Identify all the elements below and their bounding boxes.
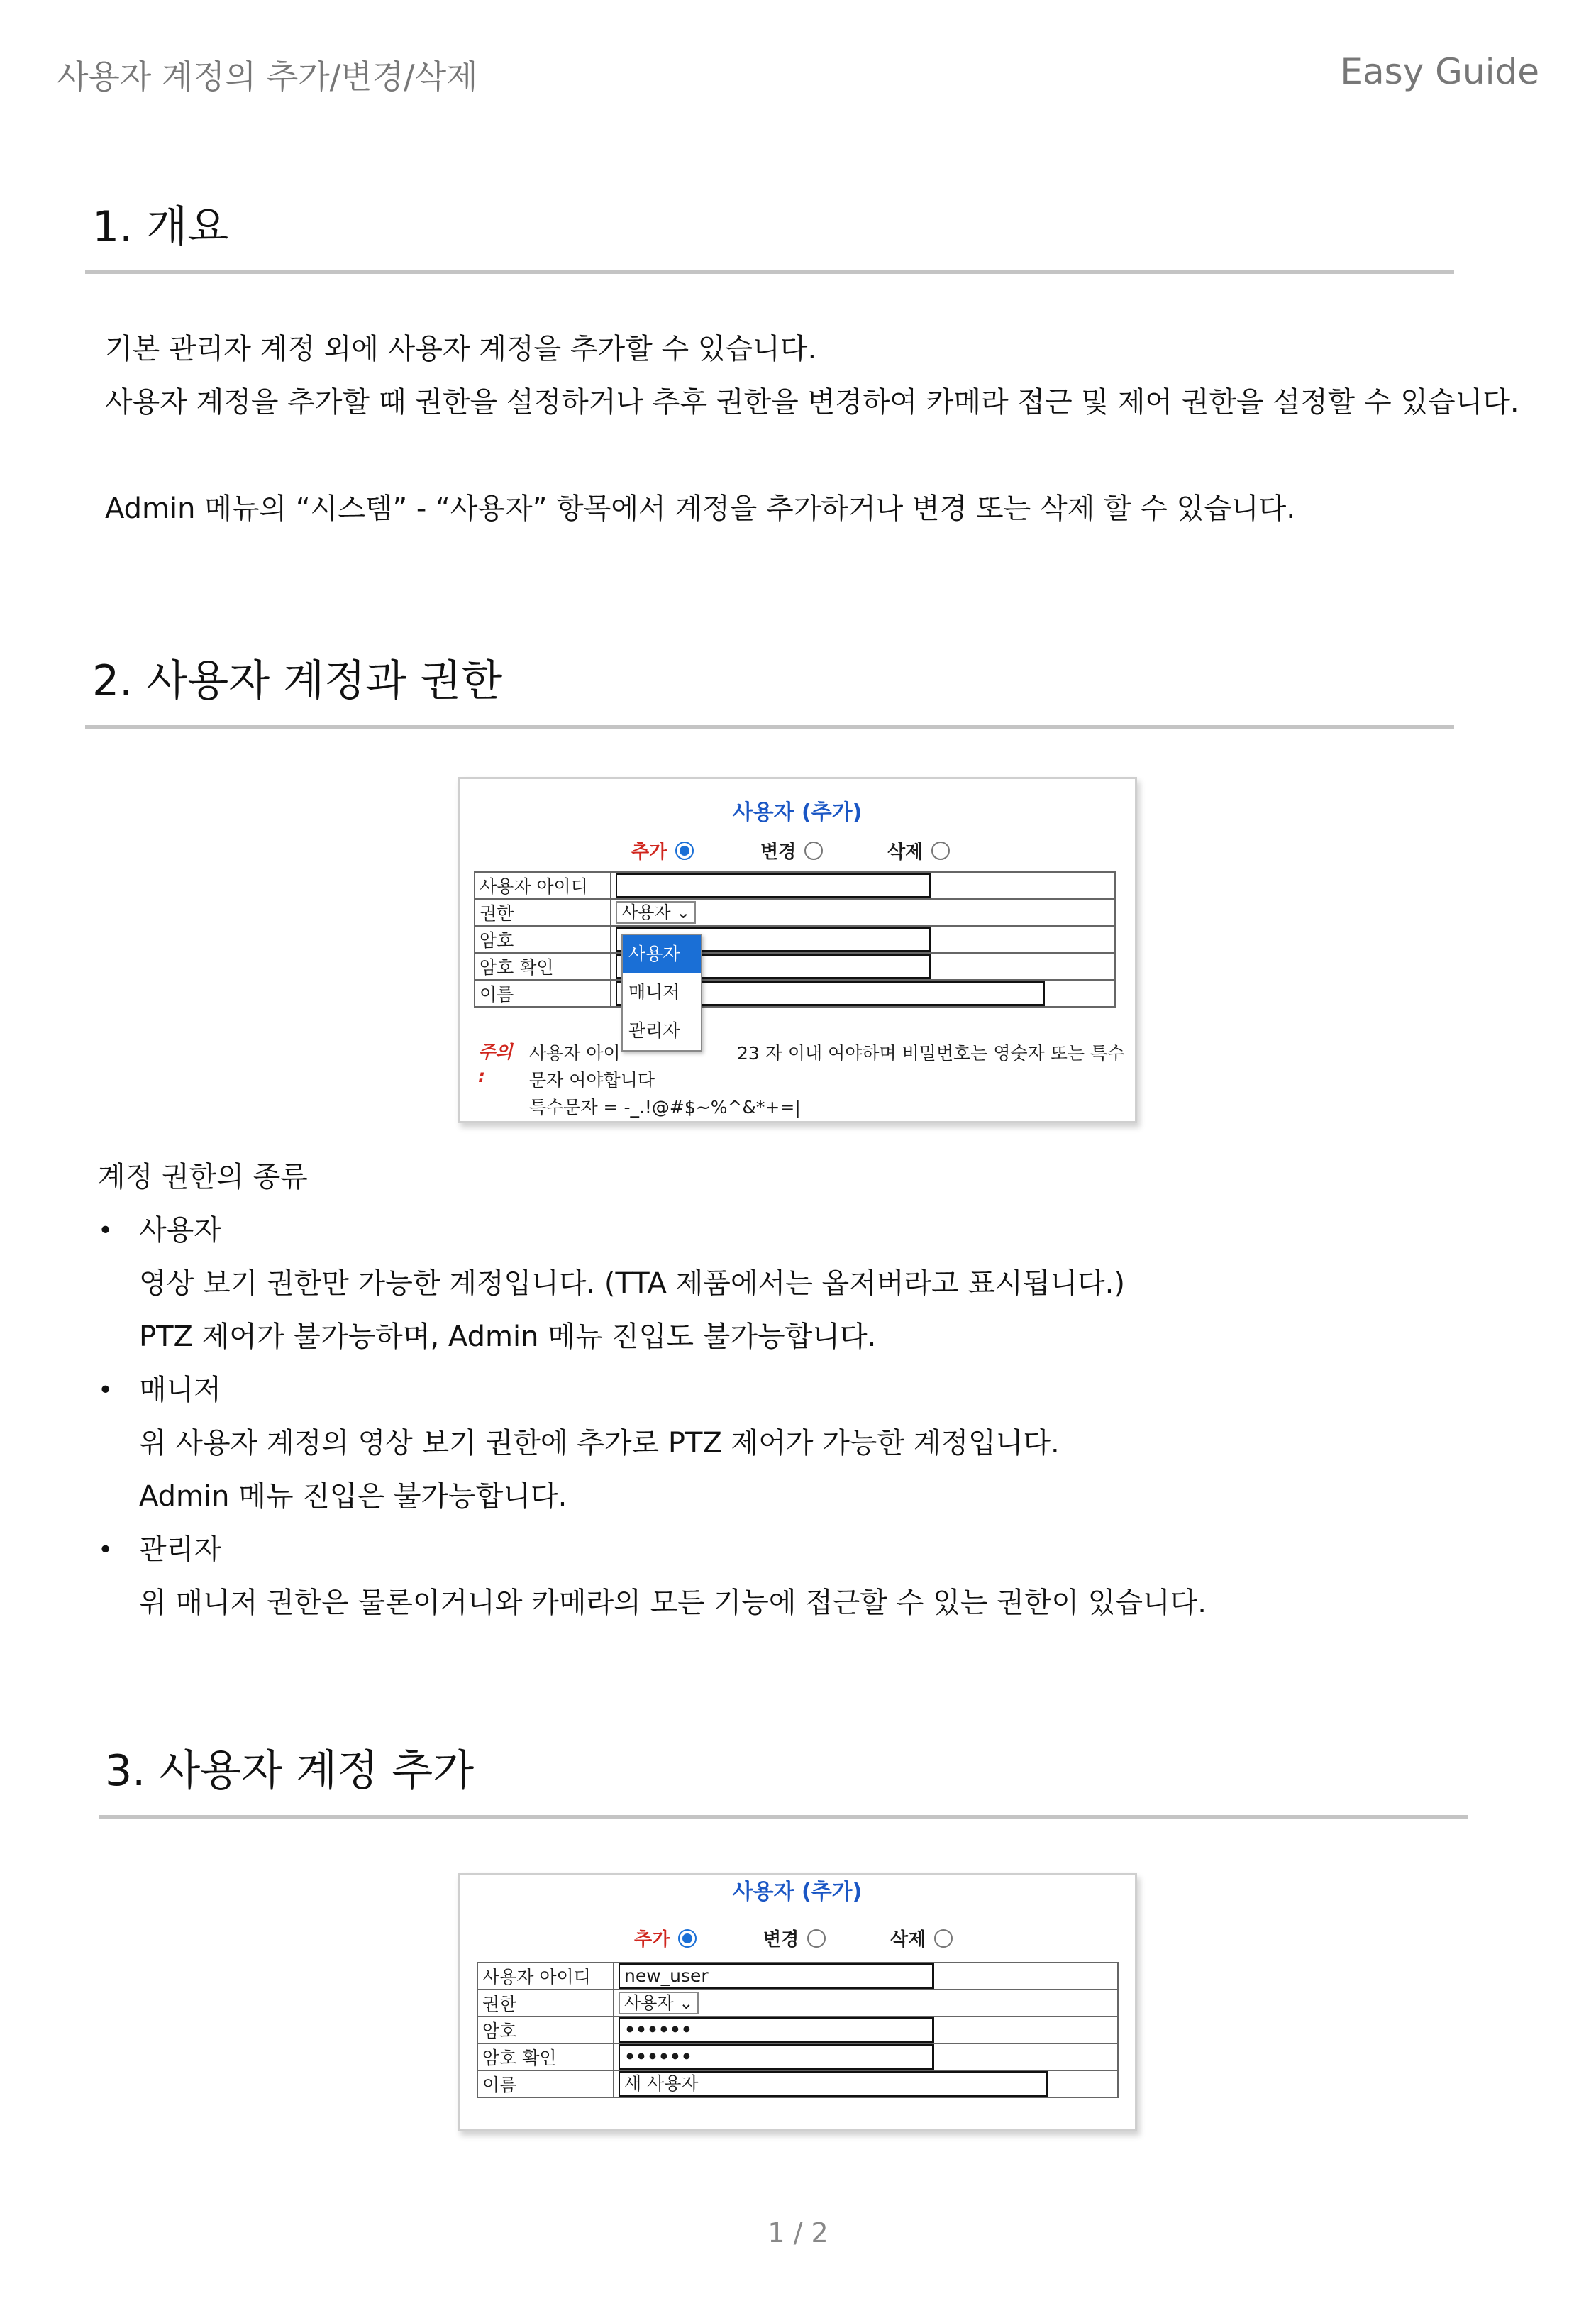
role-cell	[611, 899, 1115, 926]
role-option-admin[interactable]: 관리자	[628, 1020, 680, 1041]
note-line-1-left: 사용자 아이	[529, 1043, 621, 1064]
radio-delete-label: 삭제	[887, 842, 924, 863]
radio-delete-icon	[934, 1929, 953, 1948]
chevron-down-icon: ⌄	[676, 903, 691, 922]
radio-delete[interactable]	[887, 837, 950, 864]
radio-add[interactable]	[631, 837, 694, 864]
label-role: 권한	[477, 1990, 614, 2017]
role-desc-line: 위 매니저 권한은 물론이거니와 카메라의 모든 기능에 접근할 수 있는 권한이 있습니다.	[139, 1587, 1207, 1619]
user-add-form-screenshot-1	[458, 777, 1137, 1123]
role-name-manager: 매니저	[139, 1374, 221, 1406]
role-desc-line: 영상 보기 권한만 가능한 계정입니다. (TTA 제품에서는 옵저버라고 표시됩니다.)	[139, 1267, 1125, 1300]
role-list	[98, 1151, 1375, 1648]
section-2-rule	[85, 725, 1454, 729]
radio-add-label: 추가	[631, 842, 667, 863]
note-warning-label: 주의 :	[478, 1042, 513, 1086]
table-row	[475, 980, 1115, 1007]
radio-delete-label: 삭제	[890, 1929, 926, 1951]
section-1-title: 1. 개요	[92, 202, 229, 252]
role-select-value: 사용자	[624, 1993, 674, 2013]
table-row	[475, 953, 1115, 980]
name-cell	[614, 2070, 1118, 2097]
paragraph-line: Admin 메뉴의 “시스템” - “사용자” 항목에서 계정을 추가하거나 변경 또는 삭제 할 수 있습니다.	[105, 492, 1295, 525]
role-select-value: 사용자	[621, 903, 671, 922]
user-form-table	[474, 871, 1116, 1008]
bullet: •	[98, 1535, 113, 1565]
label-role: 권한	[475, 899, 611, 926]
table-row	[477, 2070, 1118, 2097]
name-input[interactable]: 새 사용자	[619, 2071, 1048, 2097]
label-password-confirm: 암호 확인	[475, 953, 611, 980]
password-cell	[614, 2017, 1118, 2043]
password-confirm-cell	[614, 2043, 1118, 2070]
role-desc-line: 위 사용자 계정의 영상 보기 권한에 추가로 PTZ 제어가 가능한 계정입니다.	[139, 1427, 1060, 1460]
label-user-id: 사용자 아이디	[475, 872, 611, 899]
chevron-down-icon: ⌄	[679, 1993, 694, 2013]
mode-radio-group	[460, 1925, 1135, 1951]
page-number: 1 / 2	[767, 2217, 829, 2249]
radio-delete[interactable]	[890, 1925, 953, 1951]
table-row	[477, 2043, 1118, 2070]
table-row	[475, 872, 1115, 899]
table-row	[477, 2017, 1118, 2043]
section-3-rule	[99, 1815, 1468, 1819]
password-confirm-input[interactable]: ••••••	[619, 2044, 934, 2070]
radio-edit-icon	[804, 842, 823, 860]
user-id-cell	[611, 872, 1115, 899]
label-password: 암호	[475, 926, 611, 953]
radio-edit[interactable]	[763, 1925, 826, 1951]
section-1-rule	[85, 270, 1454, 274]
radio-edit-label: 변경	[760, 842, 797, 863]
radio-add[interactable]	[634, 1925, 697, 1951]
note-line-2: 문자 여야합니다	[529, 1070, 655, 1091]
role-select[interactable]	[619, 1992, 699, 2014]
label-name: 이름	[475, 980, 611, 1007]
role-name-user: 사용자	[139, 1214, 221, 1247]
table-row	[477, 1990, 1118, 2017]
table-row	[477, 1963, 1118, 1990]
paragraph-line: 기본 관리자 계정 외에 사용자 계정을 추가할 수 있습니다.	[105, 333, 817, 365]
role-cell	[614, 1990, 1118, 2017]
role-list-title: 계정 권한의 종류	[98, 1161, 308, 1193]
form-title: 사용자 (추가)	[732, 800, 863, 825]
role-option-manager[interactable]: 매니저	[628, 982, 680, 1003]
role-desc-line: Admin 메뉴 진입은 불가능합니다.	[139, 1480, 567, 1513]
user-add-form-screenshot-2	[458, 1873, 1137, 2131]
radio-edit-label: 변경	[763, 1929, 799, 1951]
user-form-table	[477, 1962, 1119, 2098]
label-password-confirm: 암호 확인	[477, 2043, 614, 2070]
table-row	[475, 899, 1115, 926]
radio-edit-icon	[807, 1929, 826, 1948]
label-user-id: 사용자 아이디	[477, 1963, 614, 1990]
radio-delete-icon	[931, 842, 950, 860]
section-2-title: 2. 사용자 계정과 권한	[92, 656, 503, 706]
mode-radio-group	[460, 837, 1135, 863]
radio-edit[interactable]	[760, 837, 823, 864]
user-id-input[interactable]: new_user	[619, 1963, 934, 1989]
radio-add-label: 추가	[634, 1929, 670, 1951]
table-row	[475, 926, 1115, 953]
section-3-title: 3. 사용자 계정 추가	[105, 1746, 475, 1796]
password-input[interactable]: ••••••	[619, 2017, 934, 2043]
label-password: 암호	[477, 2017, 614, 2043]
note-line-3: 특수문자 = -_.!@#$~%^&*+=|	[529, 1097, 801, 1118]
role-desc-line: PTZ 제어가 불가능하며, Admin 메뉴 진입도 불가능합니다.	[139, 1320, 877, 1353]
label-name: 이름	[477, 2070, 614, 2097]
brand-label: Easy Guide	[1340, 51, 1539, 92]
radio-add-icon	[675, 842, 694, 860]
paragraph-line: 사용자 계정을 추가할 때 권한을 설정하거나 추후 권한을 변경하여 카메라 접근 및 제어 권한을 설정할 수 있습니다.	[105, 386, 1519, 419]
form-title: 사용자 (추가)	[732, 1880, 863, 1904]
section-1-body	[105, 323, 1519, 536]
bullet: •	[98, 1376, 113, 1405]
document-title: 사용자 계정의 추가/변경/삭제	[57, 57, 478, 96]
role-name-admin: 관리자	[139, 1533, 221, 1566]
role-select[interactable]	[616, 901, 696, 924]
user-id-cell	[614, 1963, 1118, 1990]
radio-add-icon	[678, 1929, 697, 1948]
role-option-user[interactable]: 사용자	[623, 935, 701, 973]
user-id-input[interactable]	[616, 873, 931, 898]
role-dropdown-list	[621, 934, 702, 1052]
note-line-1-right: 23 자 이내 여야하며 비밀번호는 영숫자 또는 특수	[737, 1043, 1125, 1064]
bullet: •	[98, 1216, 113, 1245]
